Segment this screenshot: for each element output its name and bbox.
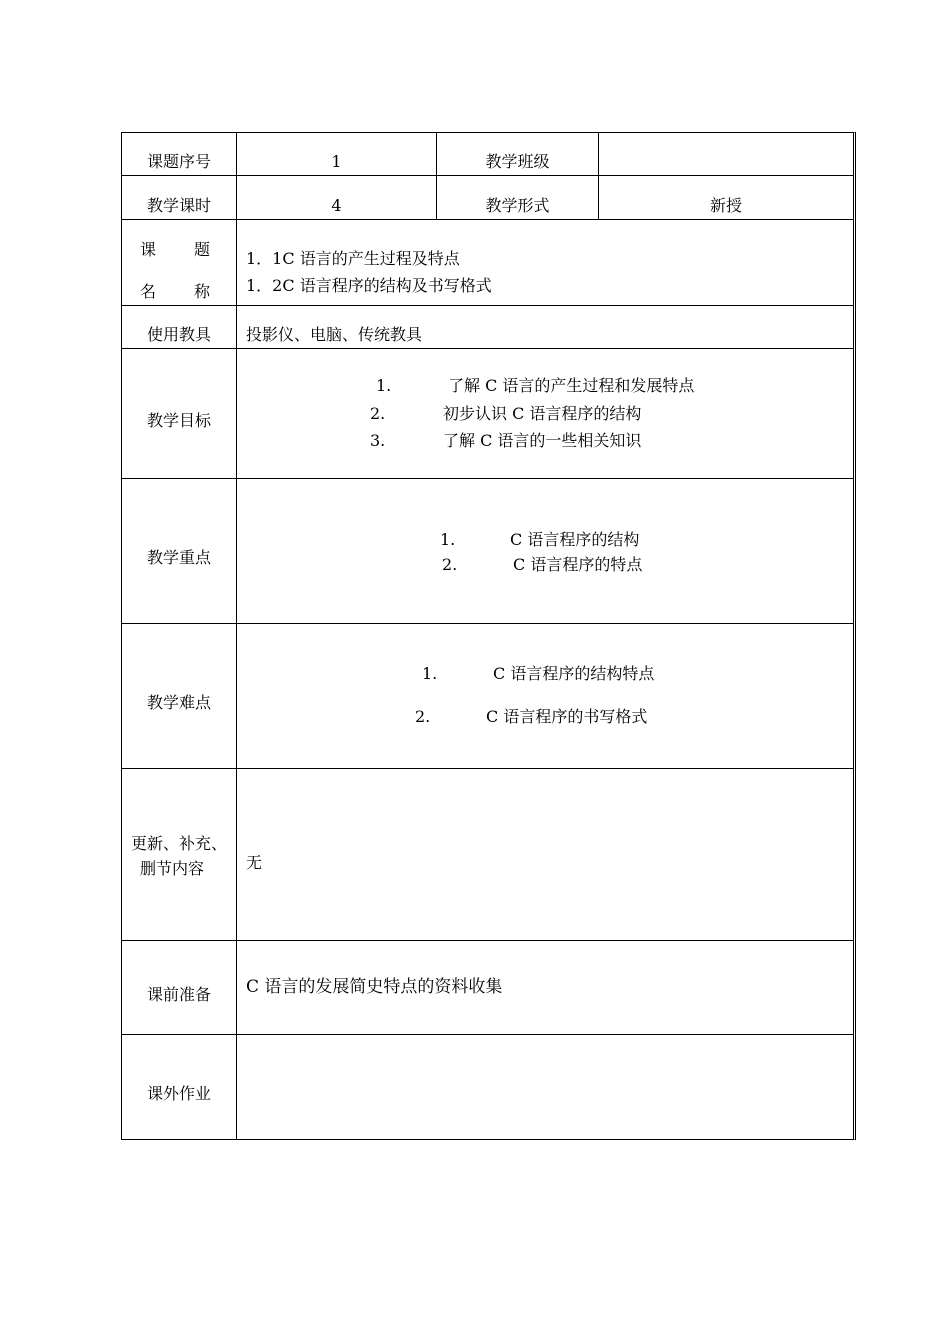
topic-label-char: 题: [194, 240, 211, 259]
goal-number: 2.: [370, 404, 386, 423]
hours-value: 4: [331, 196, 342, 215]
goal-number: 3.: [370, 431, 386, 450]
hours-label: 教学课时: [146, 196, 211, 215]
row-divider: [121, 219, 854, 220]
key-point-text: C 语言程序的特点: [513, 555, 643, 574]
difficulty-number: 2.: [415, 707, 431, 726]
key-point-text: C 语言程序的结构: [510, 530, 640, 549]
row-divider: [121, 478, 854, 479]
column-divider: [236, 132, 237, 1140]
difficulty-text: C 语言程序的结构特点: [493, 664, 655, 683]
homework-label: 课外作业: [146, 1084, 211, 1103]
difficulty-number: 1.: [422, 664, 438, 683]
lesson-no-label: 课题序号: [146, 152, 211, 171]
key-point-number: 1.: [440, 530, 456, 549]
row-divider: [121, 305, 854, 306]
updates-value: 无: [246, 853, 263, 872]
row-divider: [121, 940, 854, 941]
prep-label: 课前准备: [146, 985, 211, 1004]
topic-label-char: 课: [140, 240, 157, 259]
topic-line: 1．2C 语言程序的结构及书写格式: [246, 276, 492, 295]
tools-value: 投影仪、电脑、传统教具: [246, 325, 423, 344]
form-label: 教学形式: [485, 196, 550, 215]
topic-label-char: 称: [194, 282, 211, 301]
key-point-number: 2.: [442, 555, 458, 574]
class-label: 教学班级: [485, 152, 550, 171]
difficulties-label: 教学难点: [146, 693, 211, 712]
difficulty-text: C 语言程序的书写格式: [486, 707, 648, 726]
topic-label-char: 名: [140, 282, 157, 301]
prep-value: C 语言的发展简史特点的资料收集: [246, 977, 503, 997]
form-value: 新授: [709, 196, 742, 215]
row-divider: [121, 348, 854, 349]
updates-label-line2: 删节内容: [140, 859, 205, 878]
tools-label: 使用教具: [146, 325, 211, 344]
row-divider: [121, 175, 854, 176]
row-divider: [121, 1034, 854, 1035]
topic-line: 1．1C 语言的产生过程及特点: [246, 249, 460, 268]
row-divider: [121, 768, 854, 769]
goal-text: 了解 C 语言的产生过程和发展特点: [448, 376, 695, 395]
updates-label-line1: 更新、补充、: [131, 834, 228, 853]
lesson-no-value: 1: [331, 152, 342, 171]
goal-number: 1.: [376, 376, 392, 395]
goal-text: 初步认识 C 语言程序的结构: [443, 404, 642, 423]
key-points-label: 教学重点: [146, 548, 211, 567]
row-divider: [121, 623, 854, 624]
goals-label: 教学目标: [146, 411, 211, 430]
goal-text: 了解 C 语言的一些相关知识: [443, 431, 642, 450]
